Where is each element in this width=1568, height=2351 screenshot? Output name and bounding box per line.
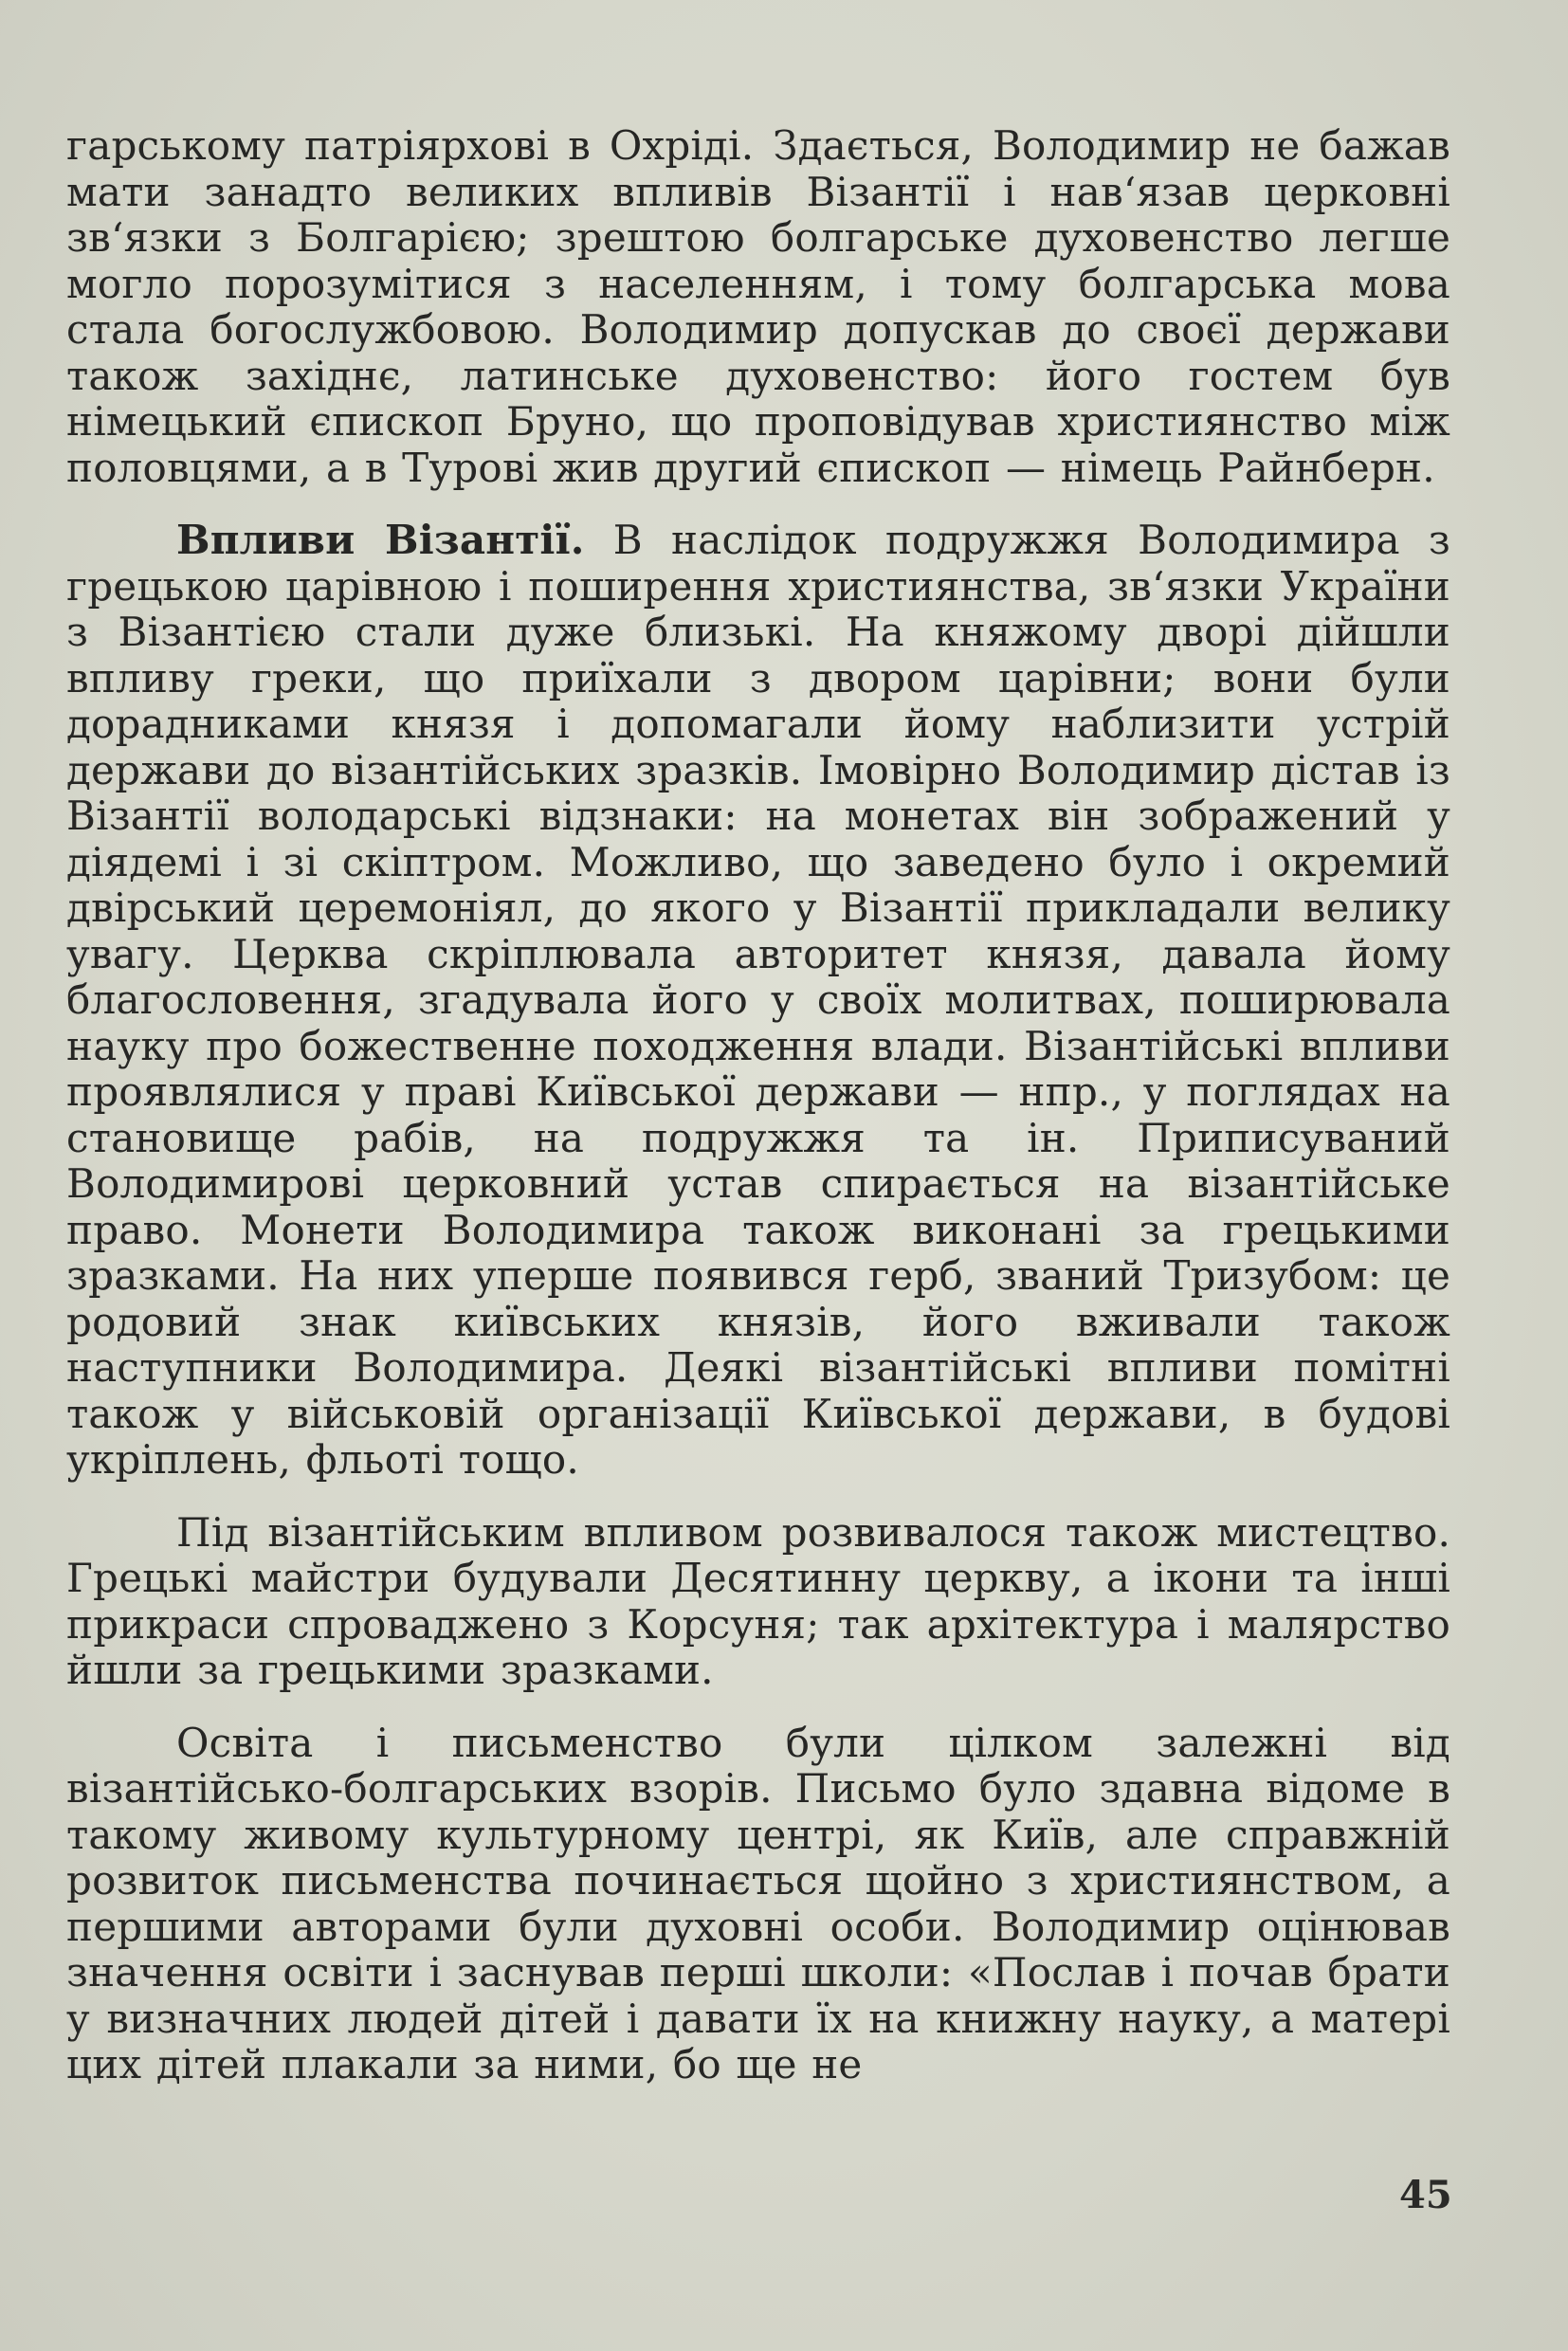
paragraph-text: гарському патріярхові в Охріді. Здається, Володимир не бажав мати занадто великих впливів Візантії і нав‘язав церковні зв‘язки з Болгарією; зрештою болгарське духовенство легше могло порозумітися з населенням, і тому болгарська мова стала богослужбовою. Володимир допускав до своєї держави також західнє, латинське духовенство: його гостем був німецький єпископ Бруно, що проповідував християнство між половцями, а в Турові жив другий єпископ — німець Райнберн. [66, 122, 1450, 491]
page-number: 45 [1399, 2173, 1452, 2217]
paragraph-byzantine-influences [66, 518, 1450, 1484]
paragraph-text: В наслідок подружжя Володимира з грецькою царівною і поширення християнства, зв‘язки України з Візантією стали дуже близькі. На княжому дворі дійшли впливу греки, що приїхали з двором царівни; вони були дорадниками князя і допомагали йому наблизити устрій держави до візантійських зразків. Імовірно Володимир дістав із Візантії володарські відзнаки: на монетах він зображений у діядемі і зі скіптром. Можливо, що заведено було і окремий двірський церемоніял, до якого у Візантії прикладали велику увагу. Церква скріплювала авторитет князя, давала йому благословення, згадувала його у своїх молитвах, поширювала науку про божественне походження влади. Візантійські впливи проявлялися у праві Київської держави — нпр., у поглядах на становище рабів, на подружжя та ін. Приписуваний Володимирові церковний устав спирається на візантійське право. Монети Володимира також виконані за грецькими зразками. На них уперше появився герб, званий Тризубом: це родовий знак київських князів, його вживали також наступники Володимира. Деякі візантійські впливи помітні також у військовій організації Київської держави, в будові укріплень, фльоті тощо. [66, 517, 1450, 1483]
paragraph-art [66, 1510, 1450, 1694]
paragraph-education [66, 1721, 1450, 2088]
paragraph-continuation [66, 123, 1450, 491]
section-heading: Впливи Візантії. [176, 517, 585, 563]
body-text [66, 123, 1450, 2115]
paragraph-text: Під візантійським впливом розвивалося також мистецтво. Грецькі майстри будували Десятинну церкву, а ікони та інші прикраси спроваджено з Корсуня; так архітектура і малярство йшли за грецькими зразками. [66, 1508, 1450, 1693]
paragraph-text: Освіта і письменство були цілком залежні від візантійсько-болгарських взорів. Письмо було здавна відоме в такому живому культурному центрі, як Київ, але справжній розвиток письменства починається щойно з християнством, а першими авторами були духовні особи. Володимир оцінював значення освіти і заснував перші школи: «Послав і почав брати у визначних людей дітей і давати їх на книжну науку, а матері цих дітей плакали за ними, бо ще не [66, 1719, 1450, 2087]
